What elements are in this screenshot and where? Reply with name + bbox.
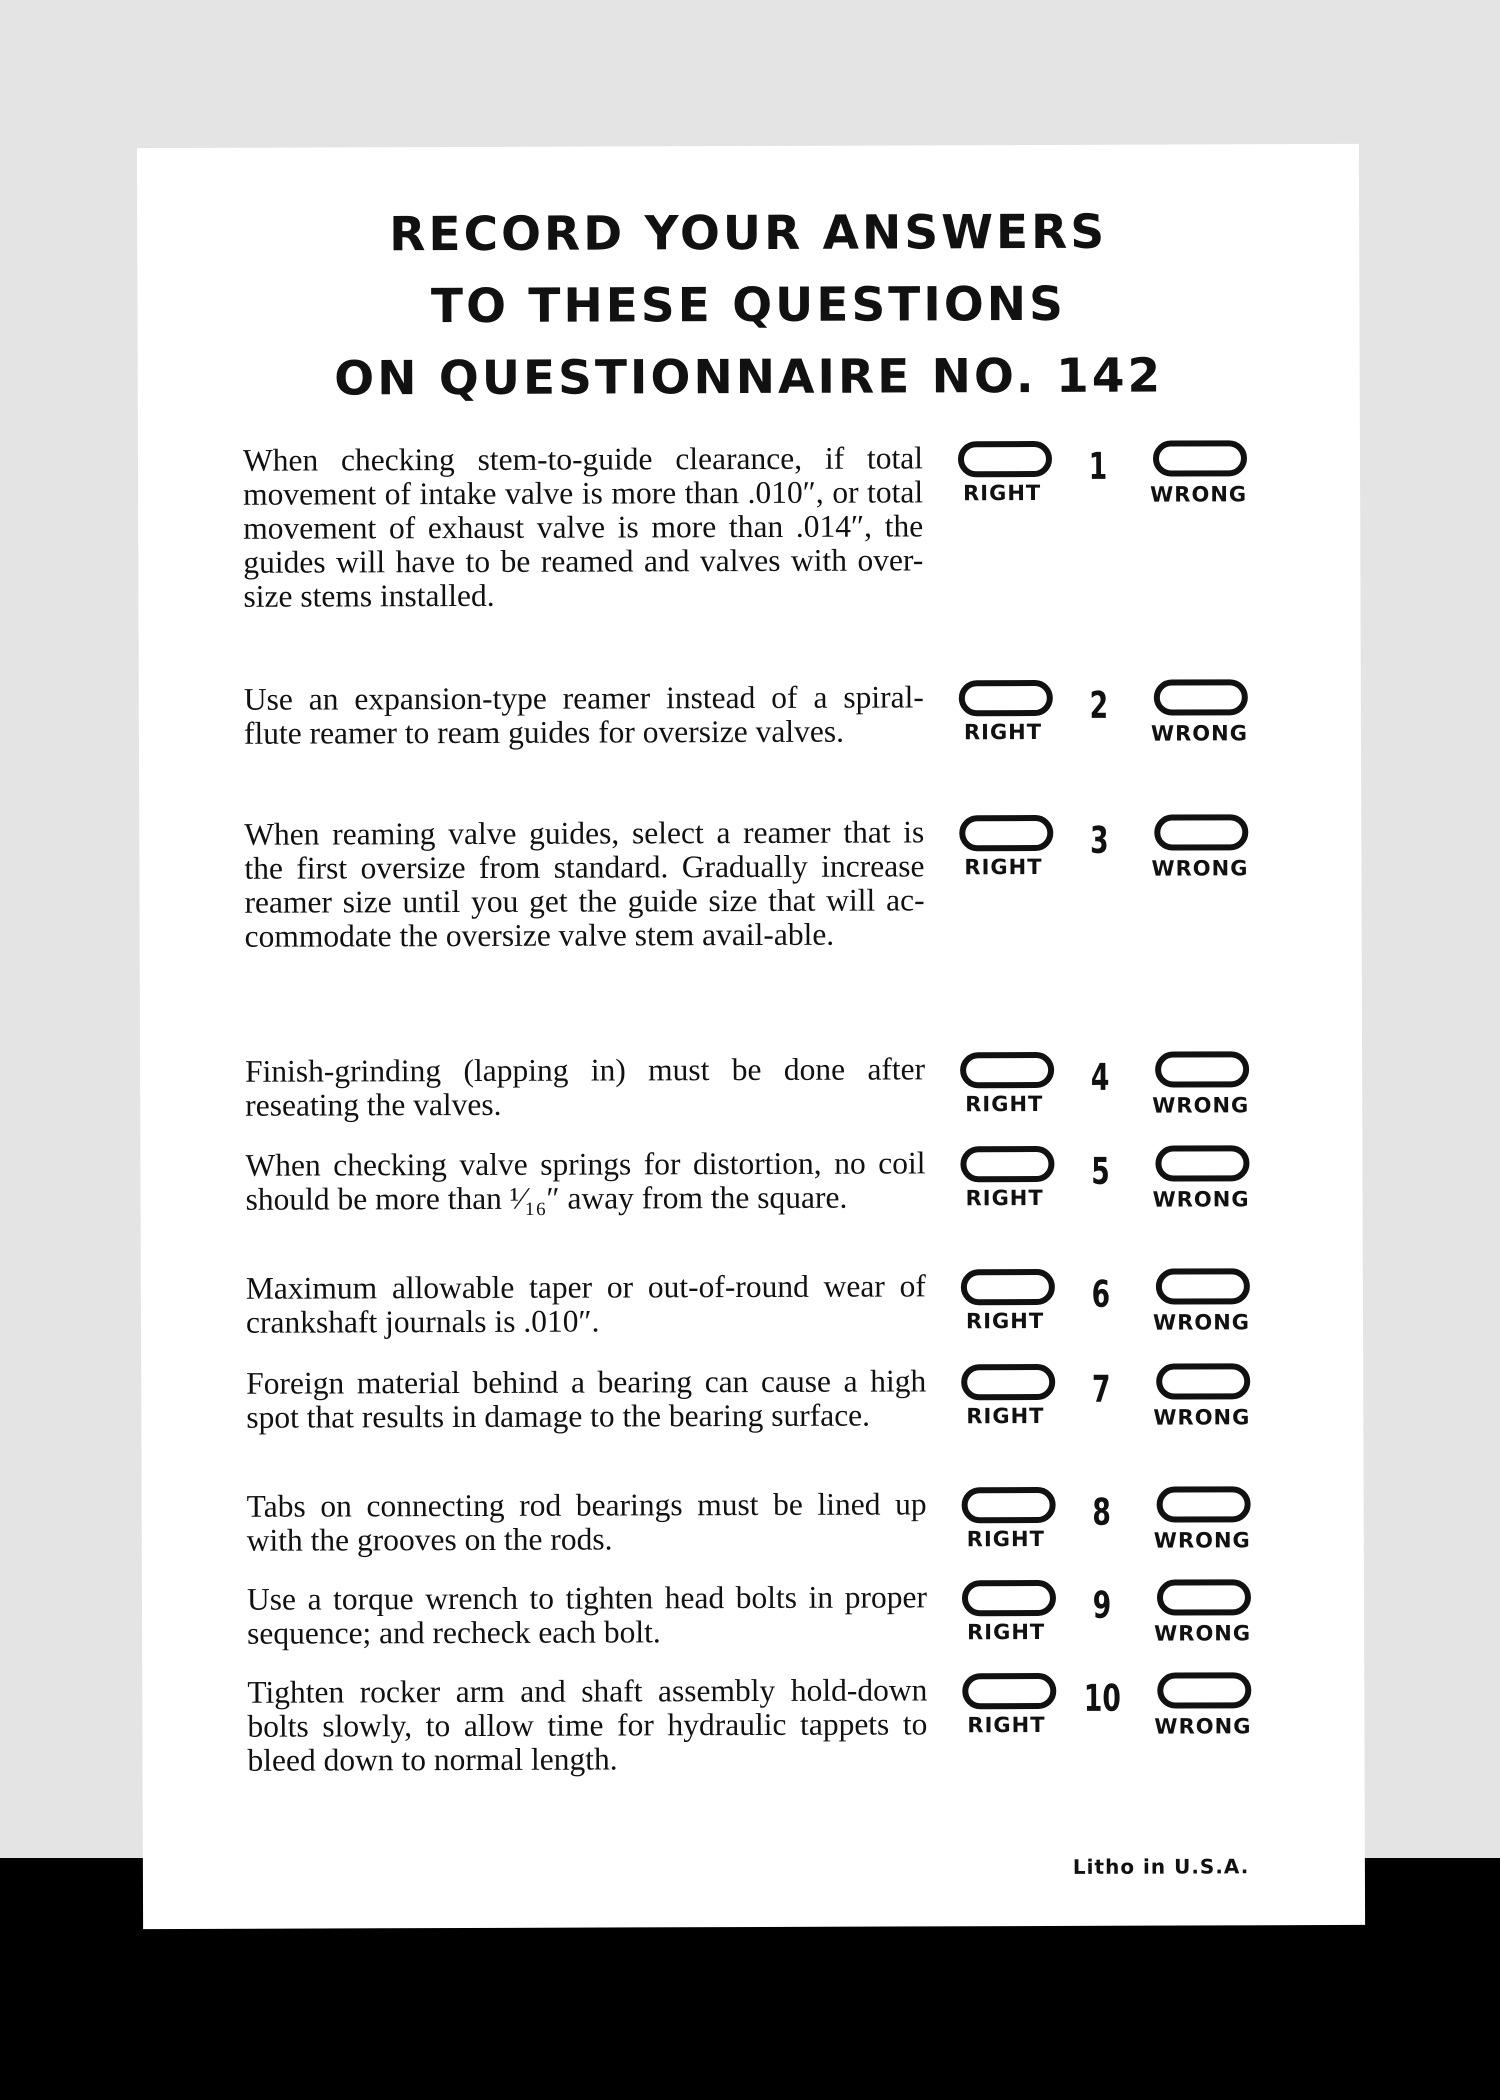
question-item xyxy=(142,1486,1364,1558)
question-number: 1 xyxy=(1088,444,1108,488)
right-answer-bubble[interactable] xyxy=(959,815,1053,851)
title-line-2: TO THESE QUESTIONS xyxy=(430,276,1067,335)
right-label: RIGHT xyxy=(963,480,1042,506)
question-item xyxy=(142,1579,1364,1651)
answer-sheet xyxy=(137,144,1365,1929)
right-label: RIGHT xyxy=(965,1308,1045,1334)
right-answer-bubble[interactable] xyxy=(960,1052,1054,1088)
wrong-label: WRONG xyxy=(1152,1187,1250,1212)
question-item xyxy=(139,679,1361,751)
right-answer-bubble[interactable] xyxy=(962,1673,1056,1709)
question-item xyxy=(142,1672,1364,1778)
wrong-answer-bubble[interactable] xyxy=(1155,1145,1249,1181)
question-number: 7 xyxy=(1091,1367,1111,1411)
right-label: RIGHT xyxy=(965,1091,1044,1117)
question-number: 10 xyxy=(1083,1676,1121,1720)
question-text: When checking valve springs for distortion, no coil should be more than ¹⁄₁₆″ away from the square. xyxy=(245,1145,926,1217)
question-number: 2 xyxy=(1089,683,1109,727)
wrong-label: WRONG xyxy=(1153,1405,1251,1430)
wrong-label: WRONG xyxy=(1150,482,1248,507)
wrong-answer-bubble[interactable] xyxy=(1155,1051,1249,1087)
right-label: RIGHT xyxy=(965,1185,1044,1211)
wrong-label: WRONG xyxy=(1150,721,1248,746)
title-line-3: ON QUESTIONNAIRE NO. 142 xyxy=(334,348,1164,407)
right-label: RIGHT xyxy=(967,1619,1046,1645)
question-text: Maximum allowable taper or out-of-round wear of crankshaft journals is .010″. xyxy=(245,1268,926,1340)
wrong-answer-bubble[interactable] xyxy=(1157,1672,1251,1708)
question-number: 4 xyxy=(1090,1055,1110,1099)
question-item xyxy=(139,814,1361,954)
question-text: Foreign material behind a bearing can cause a high spot that results in damage to the bearing surface. xyxy=(246,1363,927,1435)
question-text: Tabs on connecting rod bearings must be lined up with the grooves on the rods. xyxy=(246,1486,927,1558)
wrong-label: WRONG xyxy=(1152,1093,1250,1118)
question-item xyxy=(138,440,1360,614)
question-item xyxy=(141,1268,1363,1340)
right-answer-bubble[interactable] xyxy=(958,441,1052,477)
right-label: RIGHT xyxy=(966,1403,1045,1429)
question-text: Finish-grinding (lapping in) must be done after reseating the valves. xyxy=(245,1051,926,1123)
right-answer-bubble[interactable] xyxy=(962,1487,1056,1523)
wrong-answer-bubble[interactable] xyxy=(1156,1268,1250,1304)
wrong-answer-bubble[interactable] xyxy=(1154,814,1248,850)
right-answer-bubble[interactable] xyxy=(962,1580,1056,1616)
question-number: 5 xyxy=(1091,1149,1110,1193)
wrong-label: WRONG xyxy=(1153,1528,1251,1553)
question-number: 3 xyxy=(1089,818,1109,862)
wrong-answer-bubble[interactable] xyxy=(1153,440,1247,476)
wrong-answer-bubble[interactable] xyxy=(1154,679,1248,715)
question-number: 6 xyxy=(1091,1272,1111,1316)
question-text: Use an expansion-type reamer instead of a spiral-flute reamer to ream guides for oversize valves. xyxy=(243,679,924,751)
right-answer-bubble[interactable] xyxy=(959,680,1053,716)
wrong-label: WRONG xyxy=(1154,1621,1252,1646)
printer-imprint: Litho in U.S.A. xyxy=(1072,1854,1250,1879)
right-label: RIGHT xyxy=(963,719,1043,745)
right-answer-bubble[interactable] xyxy=(961,1269,1055,1305)
right-label: RIGHT xyxy=(964,854,1043,880)
wrong-answer-bubble[interactable] xyxy=(1157,1579,1251,1615)
wrong-answer-bubble[interactable] xyxy=(1157,1486,1251,1522)
question-number: 9 xyxy=(1092,1583,1112,1627)
wrong-label: WRONG xyxy=(1151,856,1249,881)
question-item xyxy=(140,1051,1362,1123)
question-number: 8 xyxy=(1092,1490,1112,1534)
right-answer-bubble[interactable] xyxy=(960,1146,1054,1182)
wrong-label: WRONG xyxy=(1152,1310,1251,1335)
right-label: RIGHT xyxy=(967,1712,1046,1738)
right-answer-bubble[interactable] xyxy=(961,1364,1055,1400)
right-label: RIGHT xyxy=(966,1526,1045,1552)
question-item xyxy=(141,1363,1363,1435)
wrong-label: WRONG xyxy=(1154,1714,1252,1739)
question-text: When reaming valve guides, select a reamer that is the first oversize from standard. Gradually increase reamer size until you get the guide size that will ac-commodate the oversize valve stem avail-able. xyxy=(244,814,925,954)
question-text: When checking stem-to-guide clearance, if total movement of intake valve is more than .010″, or total movement of exhaust valve is more than .014″, the guides will have to be reamed and valves with over-size stems installed. xyxy=(242,440,924,614)
title-line-1: RECORD YOUR ANSWERS xyxy=(389,204,1108,263)
question-text: Tighten rocker arm and shaft assembly hold-down bolts slowly, to allow time for hydraulic tappets to bleed down to normal length. xyxy=(247,1672,928,1778)
question-text: Use a torque wrench to tighten head bolts in proper sequence; and recheck each bolt. xyxy=(246,1579,928,1651)
question-item xyxy=(140,1145,1362,1217)
wrong-answer-bubble[interactable] xyxy=(1156,1363,1250,1399)
page-title xyxy=(137,196,1360,416)
